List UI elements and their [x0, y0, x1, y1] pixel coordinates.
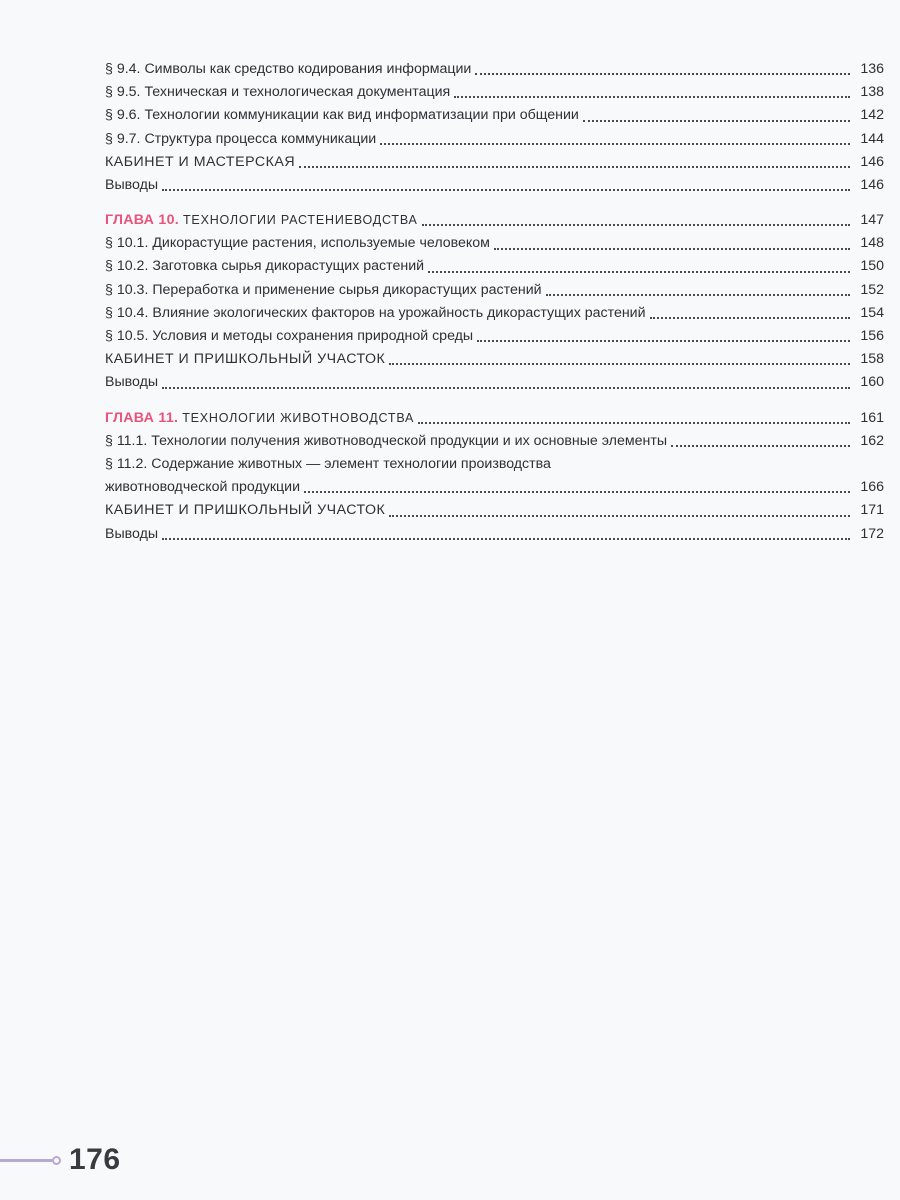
dot-leader [389, 515, 850, 517]
chapter-heading [105, 209, 418, 232]
toc-entry-page: 142 [860, 107, 884, 124]
toc-entry-page: 144 [860, 130, 884, 147]
toc-entry-title: § 11.1. Технологии получения животноводческой продукции и их основные элементы [105, 432, 668, 449]
toc-entry-title: § 9.6. Технологии коммуникации как вид информатизации при общении [105, 107, 579, 124]
toc-entry-title: § 11.2. Содержание животных — элемент технологии производства [105, 455, 551, 472]
toc-entry-10-1[interactable] [105, 232, 884, 255]
page-marker-dot [52, 1156, 61, 1165]
dot-leader [477, 340, 850, 342]
toc-entry-10-5[interactable] [105, 325, 884, 348]
toc-entry-title: § 10.5. Условия и методы сохранения природной среды [105, 328, 474, 345]
toc-section-chapter-10 [105, 209, 884, 395]
toc-entry-10-4[interactable] [105, 302, 884, 325]
toc-entry-11-2[interactable] [105, 453, 884, 476]
toc-entry-title: КАБИНЕТ И ПРИШКОЛЬНЫЙ УЧАСТОК [105, 351, 386, 368]
toc-entry-cabinet-workshop[interactable] [105, 151, 884, 174]
toc-entry-page: 154 [860, 304, 884, 321]
toc-entry-title: § 10.4. Влияние экологических факторов на урожайность дикорастущих растений [105, 304, 646, 321]
dot-leader [299, 166, 850, 168]
dot-leader [162, 538, 850, 540]
toc-section-chapter-9-continued [105, 58, 884, 197]
toc-entry-page: 147 [860, 212, 884, 229]
dot-leader [546, 294, 850, 296]
chapter-heading [105, 407, 414, 430]
toc-entry-11-2-continued[interactable] [105, 476, 884, 499]
toc-section-chapter-11 [105, 407, 884, 546]
toc-entry-cabinet-plot-11[interactable] [105, 499, 884, 522]
page-number: 176 [69, 1143, 121, 1176]
dot-leader [380, 143, 850, 145]
toc-entry-page: 148 [860, 235, 884, 252]
dot-leader [583, 120, 850, 122]
chapter-label: ГЛАВА 11. [105, 409, 179, 426]
toc-entry-9-4[interactable] [105, 58, 884, 81]
chapter-label: ГЛАВА 10. [105, 212, 180, 229]
toc-entry-page: 146 [860, 176, 884, 193]
toc-entry-page: 161 [860, 409, 884, 426]
dot-leader [428, 271, 850, 273]
toc-entry-title: § 9.4. Символы как средство кодирования информации [105, 60, 472, 77]
toc-entry-page: 166 [860, 479, 884, 496]
dot-leader [162, 189, 850, 191]
toc-entry-conclusions-11[interactable] [105, 523, 884, 546]
toc-entry-11-1[interactable] [105, 430, 884, 453]
toc-entry-title: § 10.2. Заготовка сырья дикорастущих растений [105, 258, 425, 275]
dot-leader [650, 317, 850, 319]
toc-chapter-11-heading[interactable] [105, 407, 884, 430]
toc-entry-conclusions-10[interactable] [105, 371, 884, 394]
toc-entry-page: 171 [860, 502, 884, 519]
toc-entry-10-2[interactable] [105, 256, 884, 279]
page-marker-line [0, 1159, 52, 1162]
toc-entry-conclusions-9[interactable] [105, 174, 884, 197]
toc-entry-page: 156 [860, 328, 884, 345]
chapter-title: ТЕХНОЛОГИИ ЖИВОТНОВОДСТВА [182, 410, 415, 425]
toc-entry-page: 136 [860, 60, 884, 77]
toc-entry-title: Выводы [105, 176, 159, 193]
toc-entry-9-6[interactable] [105, 104, 884, 127]
dot-leader [475, 73, 850, 75]
toc-entry-page: 172 [860, 525, 884, 542]
toc-entry-page: 146 [860, 153, 884, 170]
toc-entry-title: § 10.1. Дикорастущие растения, используемые человеком [105, 235, 490, 252]
toc-entry-title: § 10.3. Переработка и применение сырья дикорастущих растений [105, 281, 542, 298]
table-of-contents [105, 58, 884, 558]
toc-entry-9-5[interactable] [105, 81, 884, 104]
toc-entry-title: § 9.5. Техническая и технологическая документация [105, 84, 451, 101]
toc-entry-title: КАБИНЕТ И МАСТЕРСКАЯ [105, 153, 296, 170]
dot-leader [389, 363, 850, 365]
toc-entry-page: 138 [860, 84, 884, 101]
dot-leader [671, 445, 850, 447]
dot-leader [494, 248, 850, 250]
toc-entry-page: 152 [860, 281, 884, 298]
chapter-title: ТЕХНОЛОГИИ РАСТЕНИЕВОДСТВА [183, 213, 418, 228]
toc-entry-title: § 9.7. Структура процесса коммуникации [105, 130, 377, 147]
toc-entry-title: Выводы [105, 525, 159, 542]
toc-entry-page: 162 [860, 432, 884, 449]
toc-entry-title: Выводы [105, 374, 159, 391]
dot-leader [454, 96, 850, 98]
toc-entry-10-3[interactable] [105, 279, 884, 302]
toc-entry-page: 160 [860, 374, 884, 391]
toc-entry-cabinet-plot-10[interactable] [105, 348, 884, 371]
toc-entry-page: 158 [860, 351, 884, 368]
dot-leader [304, 491, 850, 493]
toc-entry-page: 150 [860, 258, 884, 275]
toc-chapter-10-heading[interactable] [105, 209, 884, 232]
dot-leader [422, 224, 850, 226]
toc-entry-title: КАБИНЕТ И ПРИШКОЛЬНЫЙ УЧАСТОК [105, 502, 386, 519]
toc-entry-title: животноводческой продукции [105, 479, 301, 496]
dot-leader [162, 387, 850, 389]
page-footer [0, 1140, 121, 1180]
toc-entry-9-7[interactable] [105, 128, 884, 151]
dot-leader [418, 422, 850, 424]
